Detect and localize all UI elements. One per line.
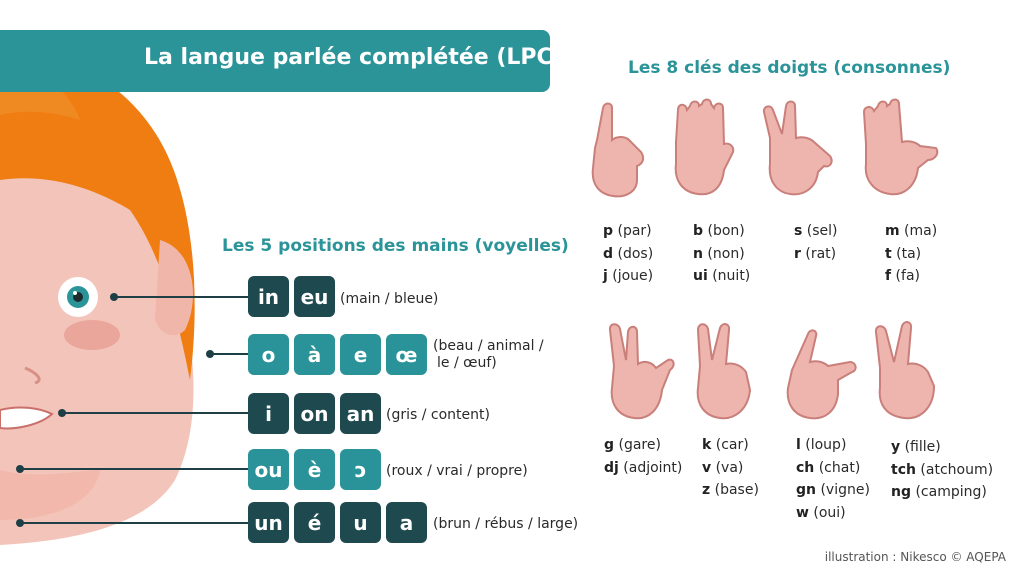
position-line-mouth — [62, 412, 248, 414]
vowel-example: (roux / vrai / propre) — [386, 463, 528, 479]
consonant-group-8 — [891, 436, 993, 504]
consonant-example: (atchoum) — [920, 461, 994, 478]
consonant-key: f — [885, 268, 892, 284]
consonant-key: g — [604, 437, 615, 453]
vowel-tile: œ — [386, 334, 427, 375]
vowel-example-line1: (beau / animal / — [433, 338, 544, 354]
position-line-throat — [20, 522, 248, 524]
consonant-example: (nuit) — [712, 268, 751, 284]
vowels-heading: Les 5 positions des mains (voyelles) — [222, 236, 569, 256]
consonant-key: y — [891, 439, 901, 455]
hand-shape-7-icon — [780, 320, 860, 424]
consonant-key: d — [603, 245, 614, 262]
consonant-key: z — [702, 482, 711, 498]
vowel-tile: è — [294, 449, 335, 490]
consonant-key: v — [702, 459, 712, 476]
consonant-key: b — [693, 223, 704, 239]
vowel-tile: eu — [294, 276, 335, 317]
consonant-example: (rat) — [805, 245, 837, 262]
consonant-example: (base) — [714, 482, 759, 498]
consonant-example: (dos) — [617, 245, 654, 262]
vowel-tile: a — [386, 502, 427, 543]
consonant-key: j — [603, 268, 608, 284]
position-line-cheek — [210, 353, 248, 355]
hand-shape-3-icon — [760, 98, 840, 200]
hand-shape-4-icon — [858, 98, 942, 200]
vowel-tile: an — [340, 393, 381, 434]
vowel-tile: e — [340, 334, 381, 375]
consonant-example: (adjoint) — [623, 459, 683, 476]
consonant-example: (par) — [617, 223, 652, 239]
consonant-example: (non) — [707, 245, 745, 262]
vowel-tile: é — [294, 502, 335, 543]
consonant-group-1 — [603, 220, 653, 288]
consonant-example: (car) — [715, 437, 749, 453]
consonant-key: n — [693, 245, 703, 262]
vowel-example-line2: le / œuf) — [437, 355, 497, 371]
hand-shape-1-icon — [585, 100, 647, 200]
consonant-key: tch — [891, 461, 916, 478]
consonant-key: w — [796, 504, 809, 521]
consonant-key: gn — [796, 482, 816, 498]
consonant-example: (va) — [715, 459, 744, 476]
consonant-key: ch — [796, 459, 815, 476]
consonant-example: (gare) — [618, 437, 661, 453]
position-line-side — [114, 296, 248, 298]
hand-shape-8-icon — [872, 320, 940, 424]
cheek-blush — [64, 320, 120, 350]
consonant-group-5 — [604, 434, 682, 479]
consonant-example: (vigne) — [820, 482, 870, 498]
vowel-example: (main / bleue) — [340, 291, 439, 307]
vowel-example: (gris / content) — [386, 407, 490, 423]
consonant-group-3 — [794, 220, 838, 265]
vowel-tile: ɔ — [340, 449, 381, 490]
consonant-example: (fa) — [895, 268, 920, 284]
vowel-tile: un — [248, 502, 289, 543]
consonant-example: (bon) — [707, 223, 745, 239]
consonant-example: (oui) — [813, 504, 846, 521]
consonant-group-2 — [693, 220, 750, 288]
consonants-heading: Les 8 clés des doigts (consonnes) — [628, 58, 951, 78]
consonant-key: t — [885, 245, 892, 262]
consonant-group-4 — [885, 220, 937, 288]
consonant-example: (loup) — [805, 437, 847, 453]
consonant-example: (joue) — [612, 268, 654, 284]
vowel-tile: à — [294, 334, 335, 375]
consonant-key: m — [885, 223, 900, 239]
vowel-tile: i — [248, 393, 289, 434]
page-title: La langue parlée complétée (LPC) — [144, 45, 563, 70]
consonant-example: (sel) — [806, 223, 838, 239]
consonant-example: (ta) — [896, 245, 922, 262]
consonant-example: (ma) — [904, 223, 938, 239]
vowel-example: (brun / rébus / large) — [433, 516, 579, 532]
vowel-tile: in — [248, 276, 289, 317]
vowel-tile: o — [248, 334, 289, 375]
illustration-credit: illustration : Nikesco © AQEPA — [824, 550, 1006, 564]
consonant-key: ui — [693, 268, 708, 284]
consonant-key: l — [796, 437, 801, 453]
consonant-key: p — [603, 223, 614, 239]
consonant-key: ng — [891, 484, 911, 500]
hand-shape-2-icon — [668, 98, 738, 200]
hand-shape-5-icon — [604, 320, 676, 424]
consonant-example: (chat) — [818, 459, 861, 476]
consonant-group-6 — [702, 434, 759, 502]
consonant-key: s — [794, 223, 803, 239]
eye-glint — [73, 291, 77, 295]
consonant-example: (fille) — [904, 439, 941, 455]
consonant-group-7 — [796, 434, 870, 524]
hand-shape-6-icon — [690, 320, 756, 424]
consonant-example: (camping) — [915, 484, 987, 500]
consonant-key: r — [794, 245, 801, 262]
vowel-tile: on — [294, 393, 335, 434]
consonant-key: dj — [604, 459, 619, 476]
vowel-tile: ou — [248, 449, 289, 490]
consonant-key: k — [702, 437, 712, 453]
vowel-tile: u — [340, 502, 381, 543]
position-line-chin — [20, 468, 248, 470]
